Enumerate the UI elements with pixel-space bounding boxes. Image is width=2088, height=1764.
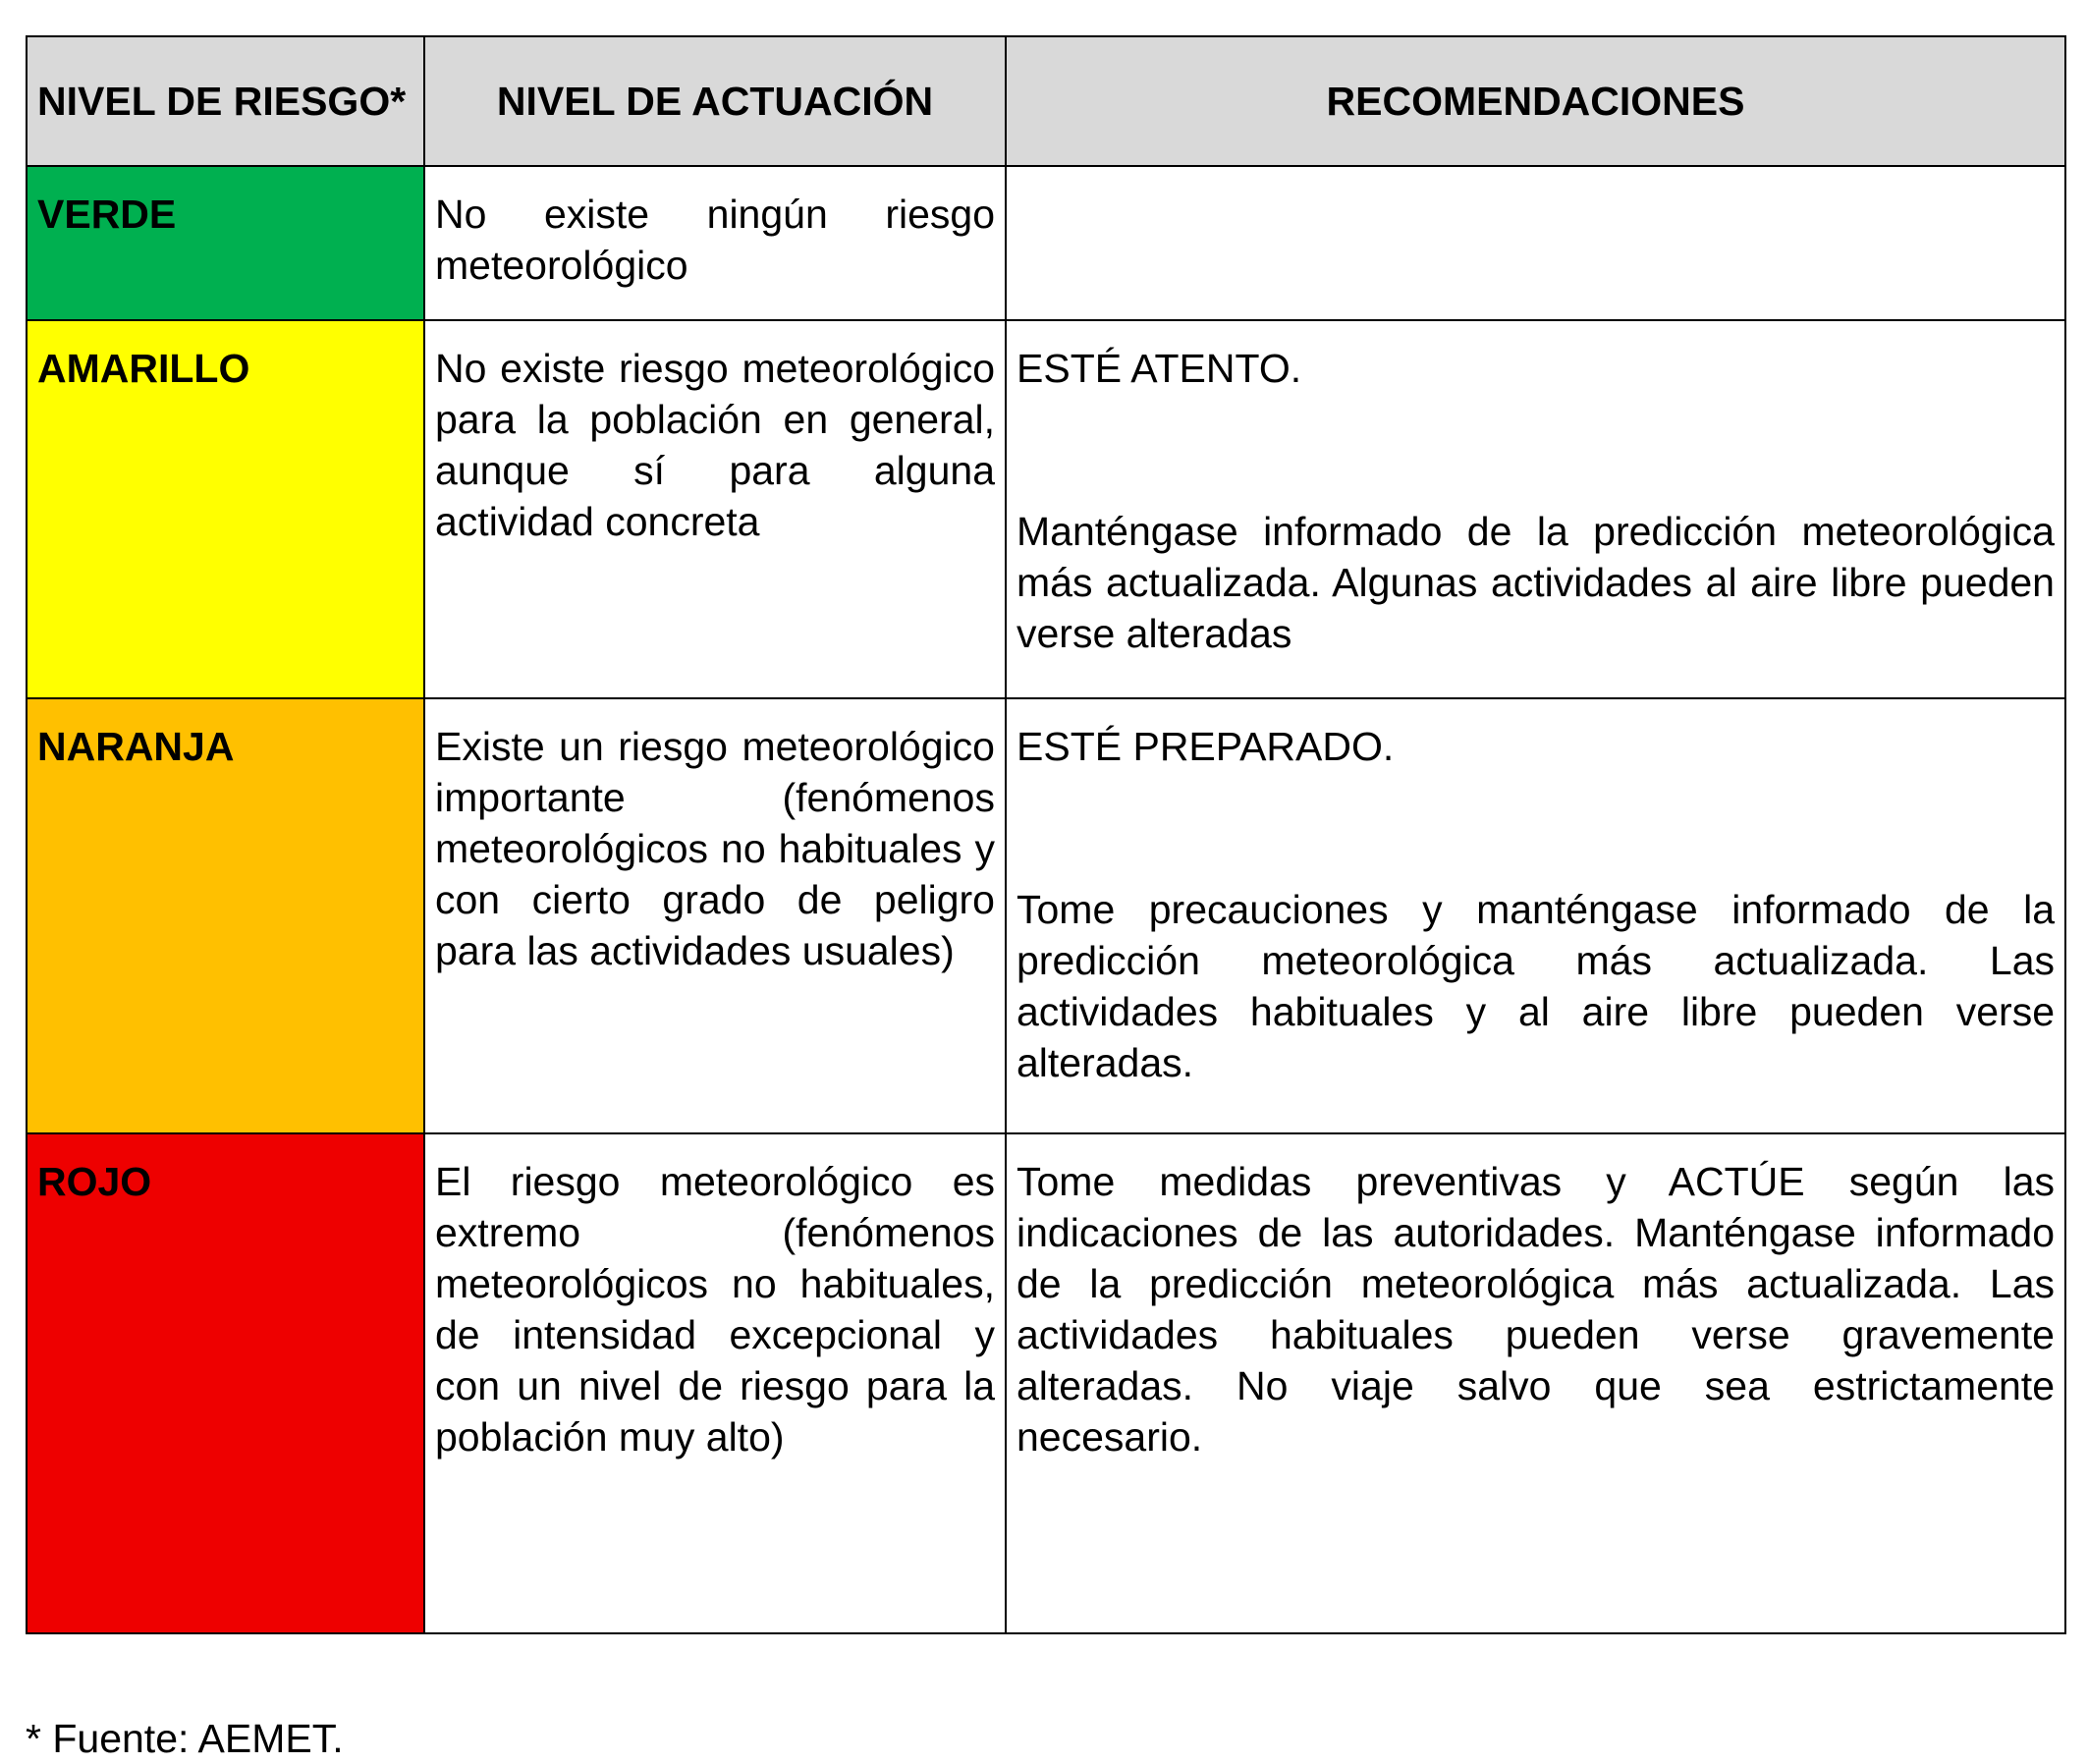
table-row-rojo — [27, 1133, 2065, 1633]
header-nivel-de-riesgo: NIVEL DE RIESGO* — [27, 36, 424, 166]
recommendation-body-amarillo: Manténgase informado de la predicción meteorológica más actualizada. Algunas actividades al aire libre pueden verse alteradas — [1017, 509, 2055, 656]
level-cell-naranja: NARANJA — [27, 698, 424, 1133]
header-recomendaciones: RECOMENDACIONES — [1006, 36, 2065, 166]
table-row-verde — [27, 166, 2065, 320]
header-nivel-de-actuacion: NIVEL DE ACTUACIÓN — [424, 36, 1006, 166]
actuacion-cell-verde: No existe ningún riesgo meteorológico — [424, 166, 1006, 320]
recomendaciones-cell-naranja — [1006, 698, 2065, 1133]
actuacion-cell-rojo: El riesgo meteorológico es extremo (fenómenos meteorológicos no habituales, de intensidad excepcional y con un nivel de riesgo para la población muy alto) — [424, 1133, 1006, 1633]
recommendation-title-amarillo: ESTÉ ATENTO. — [1017, 346, 1302, 391]
table-row-amarillo — [27, 320, 2065, 698]
actuacion-cell-naranja: Existe un riesgo meteorológico importante (fenómenos meteorológicos no habituales y con cierto grado de peligro para las actividades usuales) — [424, 698, 1006, 1133]
level-cell-verde: VERDE — [27, 166, 424, 320]
table-header-row — [27, 36, 2065, 166]
recommendation-body-naranja: Tome precauciones y manténgase informado de la predicción meteorológica más actualizada. Las actividades habituales y al aire libre pueden verse alteradas. — [1017, 887, 2055, 1085]
recomendaciones-cell-amarillo — [1006, 320, 2065, 698]
recomendaciones-cell-verde — [1006, 166, 2065, 320]
table-row-naranja — [27, 698, 2065, 1133]
recommendation-title-naranja: ESTÉ PREPARADO. — [1017, 724, 1395, 769]
recomendaciones-cell-rojo: Tome medidas preventivas y ACTÚE según las indicaciones de las autoridades. Manténgase informado de la predicción meteorológica más actualizada. Las actividades habituales pueden verse gravemente alteradas. No viaje salvo que sea estrictamente necesario. — [1006, 1133, 2065, 1633]
actuacion-cell-amarillo: No existe riesgo meteorológico para la población en general, aunque sí para alguna actividad concreta — [424, 320, 1006, 698]
risk-level-table — [26, 35, 2066, 1634]
source-footnote: * Fuente: AEMET. — [26, 1716, 344, 1761]
level-cell-amarillo: AMARILLO — [27, 320, 424, 698]
level-cell-rojo: ROJO — [27, 1133, 424, 1633]
